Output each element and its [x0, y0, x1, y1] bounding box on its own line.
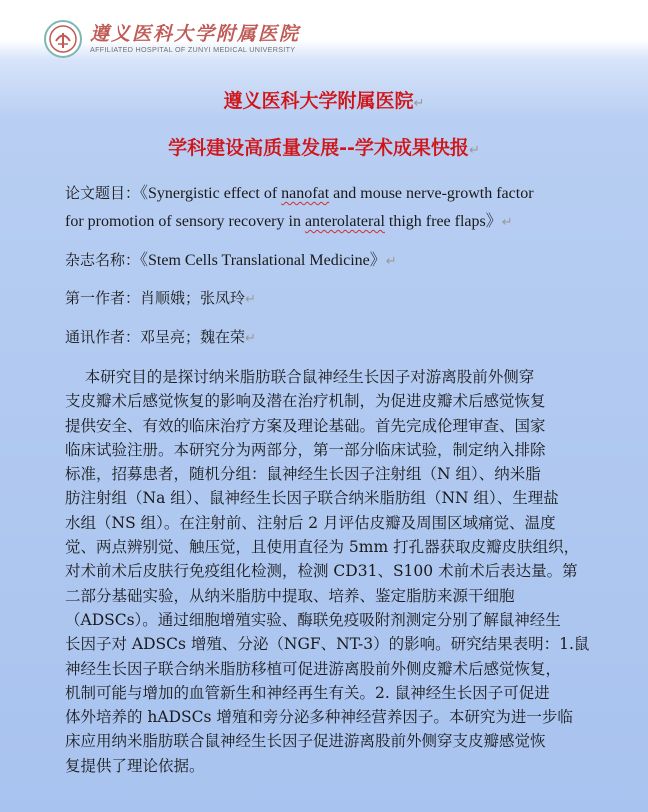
- journal-label: 杂志名称：: [65, 251, 141, 269]
- page-title-hospital: [0, 88, 648, 117]
- abstract-line: 二部分基础实验，从纳米脂肪中提取、培养、鉴定脂肪来源干细胞: [65, 586, 515, 605]
- paper-title-label: 论文题目：: [65, 184, 141, 202]
- paragraph-mark-icon: ↵: [413, 96, 425, 111]
- abstract-paragraph: [65, 365, 605, 778]
- paragraph-mark-icon: ↵: [245, 331, 256, 346]
- paper-title-text-anterolateral: anterolateral: [304, 213, 385, 230]
- abstract-line: 机制可能与增加的血管新生和神经再生有关。2. 鼠神经生长因子可促进: [65, 683, 550, 702]
- paper-title-text-c: and mouse nerve-growth factor: [329, 185, 534, 202]
- abstract-line: 神经生长因子联合纳米脂肪移植可促进游离股前外侧皮瓣术后感觉恢复，: [65, 659, 562, 678]
- corresponding-author-value: 邓呈亮；魏在荣: [140, 328, 246, 346]
- abstract-line: 临床试验注册。本研究分为两部分，第一部分临床试验，制定纳入排除: [65, 440, 546, 459]
- paragraph-mark-icon: ↵: [385, 254, 397, 269]
- title-line-1: 遵义医科大学附属医院: [223, 90, 414, 112]
- corresponding-author-line: [65, 327, 256, 349]
- first-author-value: 肖顺娥；张凤玲: [140, 289, 246, 307]
- abstract-line: 长因子对 ADSCs 增殖、分泌（NGF、NT-3）的影响。研究结果表明：1.鼠: [65, 635, 590, 654]
- abstract-line: （ADSCs）。通过细胞增殖实验、酶联免疫吸附剂测定分别了解鼠神经生: [65, 610, 561, 629]
- abstract-line: 肪注射组（Na 组）、鼠神经生长因子联合纳米脂肪组（NN 组）、生理盐: [65, 489, 559, 508]
- abstract-line: 复提供了理论依据。: [65, 756, 205, 775]
- logo-english-name: AFFILIATED HOSPITAL OF ZUNYI MEDICAL UNIVERSITY: [90, 45, 296, 54]
- paragraph-mark-icon: ↵: [501, 215, 513, 230]
- abstract-line: 支皮瓣术后感觉恢复的影响及潜在治疗机制，为促进皮瓣术后感觉恢复: [65, 392, 546, 411]
- corresponding-author-label: 通讯作者：: [65, 328, 141, 346]
- journal-value: 《Stem Cells Translational Medicine》: [140, 252, 386, 269]
- first-author-label: 第一作者：: [65, 289, 141, 307]
- abstract-line: 体外培养的 hADSCs 增殖和旁分泌多种神经营养因子。本研究为进一步临: [65, 708, 573, 727]
- paper-title-text-d: for promotion of sensory recovery in: [65, 213, 305, 230]
- paragraph-mark-icon: ↵: [468, 143, 480, 158]
- journal-line: [65, 250, 397, 272]
- paper-title-line-1: [65, 183, 534, 204]
- abstract-line: 标准，招募患者，随机分组：鼠神经生长因子注射组（N 组）、纳米脂: [65, 465, 541, 484]
- abstract-line: 对术前术后皮肤行免疫组化检测，检测 CD31、S100 术前术后表达量。第: [65, 562, 578, 581]
- abstract-line: 水组（NS 组）。在注射前、注射后 2 月评估皮瓣及周围区域痛觉、温度: [65, 513, 556, 532]
- logo-chinese-name: 遵义医科大学附属医院: [90, 23, 301, 45]
- abstract-line: 提供安全、有效的临床治疗方案及理论基础。首先完成伦理审查、国家: [65, 416, 546, 435]
- abstract-line: 本研究目的是探讨纳米脂肪联合鼠神经生长因子对游离股前外侧穿: [65, 368, 535, 386]
- paper-title-text-e: thigh free flaps》: [384, 213, 502, 230]
- hospital-logo: [44, 20, 300, 58]
- abstract-line: 觉、两点辨别觉、触压觉，且使用直径为 5mm 打孔器获取皮瓣皮肤组织，: [65, 538, 580, 557]
- first-author-line: [65, 288, 256, 310]
- hospital-emblem-icon: [44, 20, 82, 58]
- title-line-2: 学科建设高质量发展--学术成果快报: [168, 137, 469, 159]
- paper-title-text-a: 《Synergistic effect of: [140, 185, 282, 202]
- paragraph-mark-icon: ↵: [245, 292, 256, 307]
- abstract-line: 床应用纳米脂肪联合鼠神经生长因子促进游离股前外侧穿支皮瓣感觉恢: [65, 732, 546, 751]
- page-title-bulletin: [0, 135, 648, 164]
- paper-title-text-nanofat: nanofat: [281, 185, 330, 202]
- paper-title-line-2: [65, 211, 513, 233]
- logo-text-block: [90, 23, 300, 55]
